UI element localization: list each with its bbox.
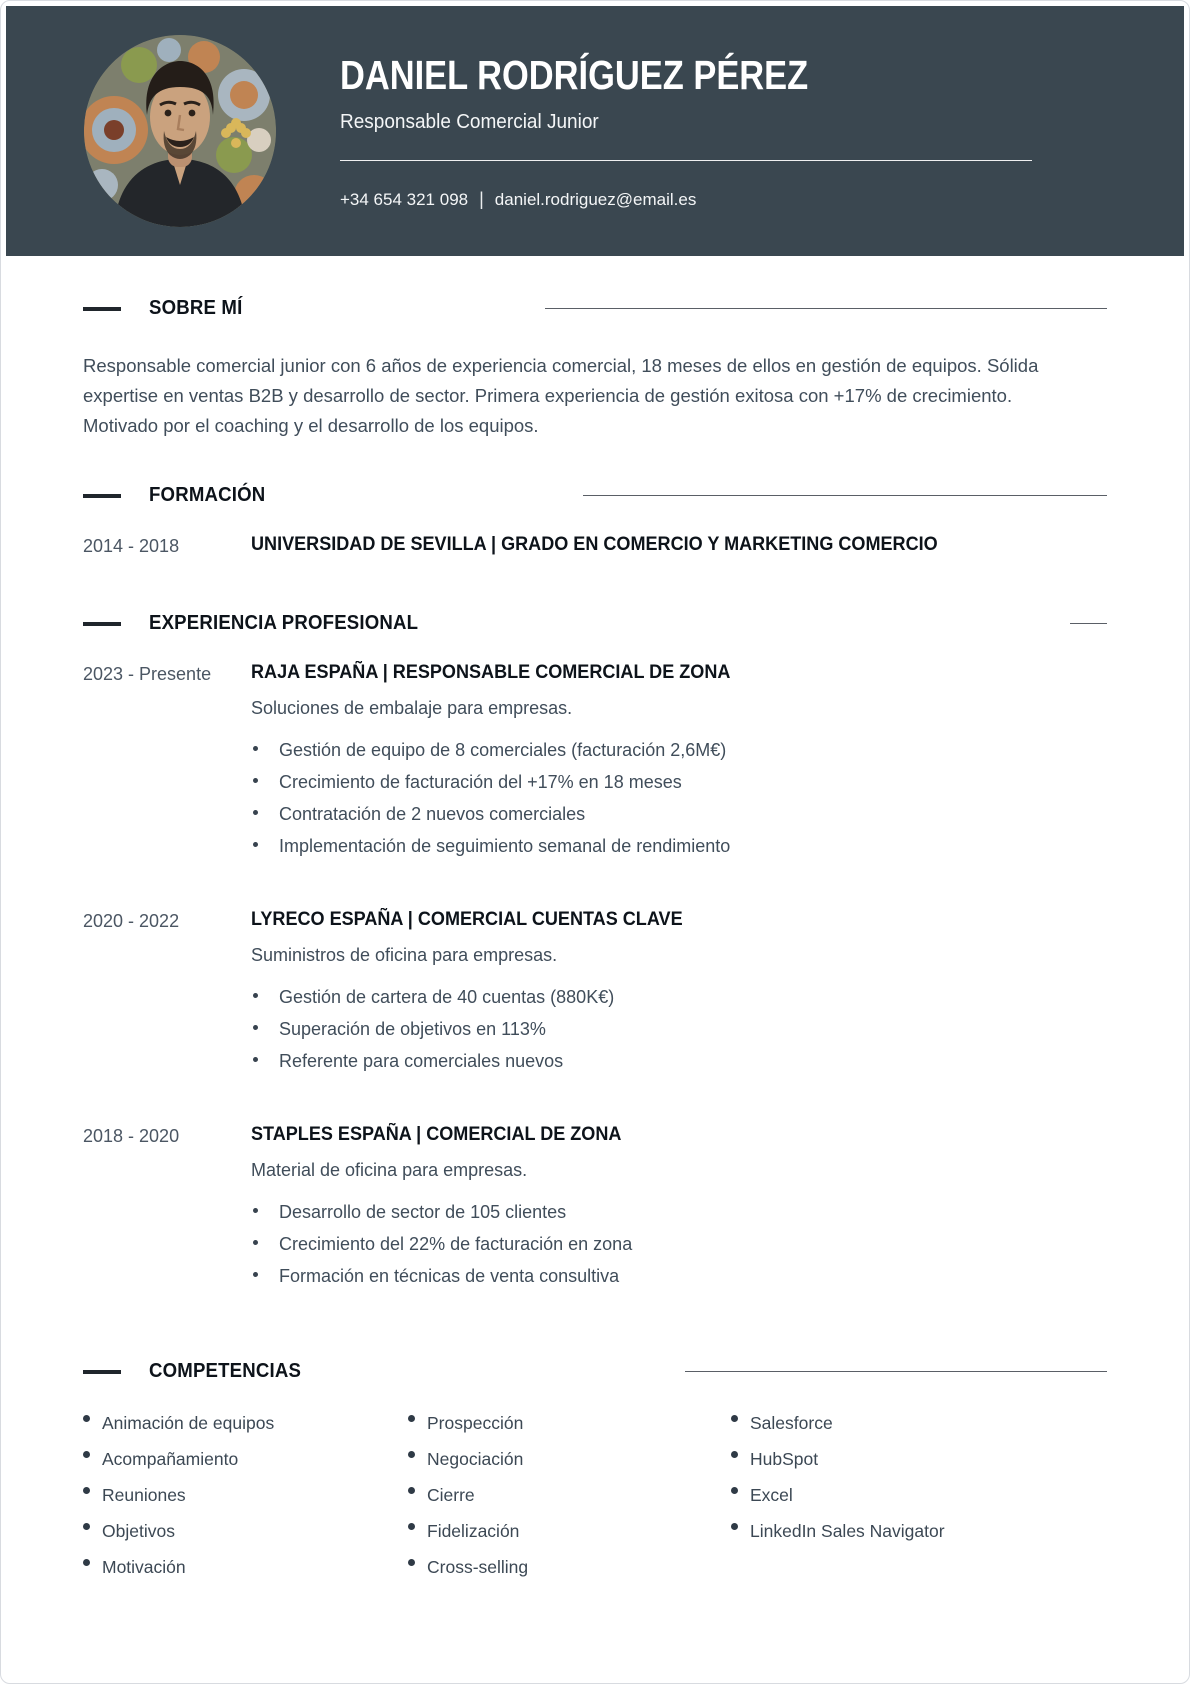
bullet-dot: [83, 1523, 90, 1530]
job-period: 2018 - 2020: [83, 1126, 180, 1146]
bullet-dot: [731, 1487, 738, 1494]
section-skills-title: COMPETENCIAS: [149, 1360, 302, 1382]
skill-item: [408, 1449, 731, 1470]
job-bullet-text: Gestión de cartera de 40 cuentas (880K€): [279, 987, 615, 1007]
skill-item: [731, 1485, 1107, 1506]
skill-label: Motivación: [102, 1557, 186, 1577]
skill-label: Fidelización: [427, 1521, 520, 1541]
skill-label: Prospección: [427, 1413, 524, 1433]
section-rule: [583, 495, 1107, 496]
job-bullet-text: Superación de objetivos en 113%: [279, 1019, 546, 1039]
profile-photo: [84, 35, 276, 227]
profile-photo-illustration: [84, 35, 276, 227]
header-divider: [340, 160, 1032, 161]
skill-label: LinkedIn Sales Navigator: [750, 1521, 945, 1541]
phone-number: +34 654 321 098: [340, 189, 469, 209]
person-name: DANIEL RODRÍGUEZ PÉREZ: [340, 52, 809, 98]
skill-item: [408, 1485, 731, 1506]
job-content: [251, 662, 1107, 868]
skill-item: [408, 1557, 731, 1578]
bullet-dot: [253, 1272, 258, 1277]
header-text-block: [340, 52, 1032, 210]
job-bullet-list: [251, 740, 1107, 857]
bullet-dot: [253, 1240, 258, 1245]
contact-row: [340, 189, 1032, 210]
job-bullet: [251, 987, 1107, 1008]
section-dash: [83, 622, 121, 626]
section-experience-title: EXPERIENCIA PROFESIONAL: [149, 612, 419, 634]
bullet-dot: [253, 810, 258, 815]
skill-label: Reuniones: [102, 1485, 186, 1505]
skill-label: HubSpot: [750, 1449, 819, 1469]
job-bullet: [251, 772, 1107, 793]
job-bullet-text: Formación en técnicas de venta consultiva: [279, 1266, 620, 1286]
job-bullet: [251, 836, 1107, 857]
person-job-title: Responsable Comercial Junior: [340, 111, 599, 133]
job-bullet-list: [251, 987, 1107, 1072]
section-about-title: SOBRE MÍ: [149, 297, 243, 319]
section-about: [83, 297, 1107, 441]
job-bullet-text: Crecimiento de facturación del +17% en 18 meses: [279, 772, 682, 792]
bullet-dot: [253, 1057, 258, 1062]
section-dash: [83, 1370, 121, 1374]
section-experience-header: [83, 612, 1107, 635]
job-bullet-list: [251, 1202, 1107, 1287]
skill-item: [731, 1449, 1107, 1470]
section-rule: [1070, 623, 1107, 624]
bullet-dot: [731, 1415, 738, 1422]
skill-label: Acompañamiento: [102, 1449, 239, 1469]
job-bullet-text: Referente para comerciales nuevos: [279, 1051, 564, 1071]
bullet-dot: [253, 1208, 258, 1213]
job-bullet: [251, 1202, 1107, 1223]
job-bullet-text: Contratación de 2 nuevos comerciales: [279, 804, 586, 824]
bullet-dot: [408, 1451, 415, 1458]
bullet-dot: [731, 1451, 738, 1458]
job-bullet: [251, 804, 1107, 825]
cv-header: [6, 6, 1184, 256]
job-bullet-text: Desarrollo de sector de 105 clientes: [279, 1202, 567, 1222]
bullet-dot: [731, 1523, 738, 1530]
skill-item: [731, 1413, 1107, 1434]
skill-item: [83, 1413, 408, 1434]
job-content: [251, 909, 1107, 1083]
job-title: STAPLES ESPAÑA | COMERCIAL DE ZONA: [251, 1124, 622, 1145]
skill-item: [731, 1521, 1107, 1542]
section-experience: [83, 612, 1107, 1298]
job-bullet: [251, 740, 1107, 761]
bullet-dot: [408, 1487, 415, 1494]
bullet-dot: [253, 746, 258, 751]
skill-label: Salesforce: [750, 1413, 833, 1433]
skills-column-tools: [731, 1413, 1107, 1593]
skill-label: Animación de equipos: [102, 1413, 275, 1433]
skill-label: Negociación: [427, 1449, 524, 1469]
job-title: LYRECO ESPAÑA | COMERCIAL CUENTAS CLAVE: [251, 909, 683, 930]
job-description: Material de oficina para empresas.: [251, 1160, 528, 1180]
job-entry: [83, 1124, 1107, 1298]
cv-body: [1, 297, 1189, 1593]
job-period: 2020 - 2022: [83, 911, 180, 931]
bullet-dot: [408, 1559, 415, 1566]
job-bullet-text: Gestión de equipo de 8 comerciales (facturación 2,6M€): [279, 740, 727, 760]
education-period: 2014 - 2018: [83, 536, 180, 556]
skill-item: [83, 1521, 408, 1542]
job-bullet: [251, 1051, 1107, 1072]
skills-column-management: [83, 1413, 408, 1593]
bullet-dot: [83, 1487, 90, 1494]
education-entry: [83, 534, 1107, 557]
section-education-title: FORMACIÓN: [149, 484, 266, 506]
job-entry: [83, 662, 1107, 868]
section-rule: [685, 1371, 1107, 1372]
job-bullet: [251, 1266, 1107, 1287]
section-skills-header: [83, 1360, 1107, 1383]
education-title: UNIVERSIDAD DE SEVILLA | GRADO EN COMERCIO Y MARKETING COMERCIO: [251, 534, 938, 555]
job-title: RAJA ESPAÑA | RESPONSABLE COMERCIAL DE ZONA: [251, 662, 731, 683]
job-description: Suministros de oficina para empresas.: [251, 945, 558, 965]
bullet-dot: [253, 778, 258, 783]
skills-grid: [83, 1413, 1107, 1593]
job-description: Soluciones de embalaje para empresas.: [251, 698, 573, 718]
section-education: [83, 484, 1107, 557]
skill-label: Objetivos: [102, 1521, 175, 1541]
section-about-header: [83, 297, 1107, 320]
bullet-dot: [83, 1559, 90, 1566]
bullet-dot: [253, 993, 258, 998]
skill-label: Excel: [750, 1485, 793, 1505]
job-bullet: [251, 1019, 1107, 1040]
job-bullet: [251, 1234, 1107, 1255]
about-paragraph: Responsable comercial junior con 6 años de experiencia comercial, 18 meses de ellos en gestión de equipos. Sólida expertise en ventas B2B y desarrollo de sector. Primera experiencia de gestión exitosa con +17% de crecimiento. Motivado por el coaching y el desarrollo de los equipos.: [83, 355, 1039, 436]
job-entry: [83, 909, 1107, 1083]
bullet-dot: [408, 1523, 415, 1530]
section-education-header: [83, 484, 1107, 507]
job-period: 2023 - Presente: [83, 664, 212, 684]
bullet-dot: [408, 1415, 415, 1422]
skill-label: Cross-selling: [427, 1557, 529, 1577]
section-dash: [83, 307, 121, 311]
bullet-dot: [253, 842, 258, 847]
skill-item: [83, 1557, 408, 1578]
bullet-dot: [83, 1415, 90, 1422]
skill-item: [83, 1449, 408, 1470]
bullet-dot: [83, 1451, 90, 1458]
bullet-dot: [253, 1025, 258, 1030]
skill-item: [408, 1413, 731, 1434]
skill-item: [408, 1521, 731, 1542]
section-rule: [545, 308, 1107, 309]
skill-item: [83, 1485, 408, 1506]
skill-label: Cierre: [427, 1485, 475, 1505]
job-bullet-text: Crecimiento del 22% de facturación en zona: [279, 1234, 633, 1254]
job-bullet-text: Implementación de seguimiento semanal de rendimiento: [279, 836, 731, 856]
section-dash: [83, 494, 121, 498]
contact-separator: |: [479, 189, 484, 209]
job-content: [251, 1124, 1107, 1298]
section-skills: [83, 1360, 1107, 1593]
skills-column-sales: [408, 1413, 731, 1593]
email-address: daniel.rodriguez@email.es: [494, 189, 697, 209]
